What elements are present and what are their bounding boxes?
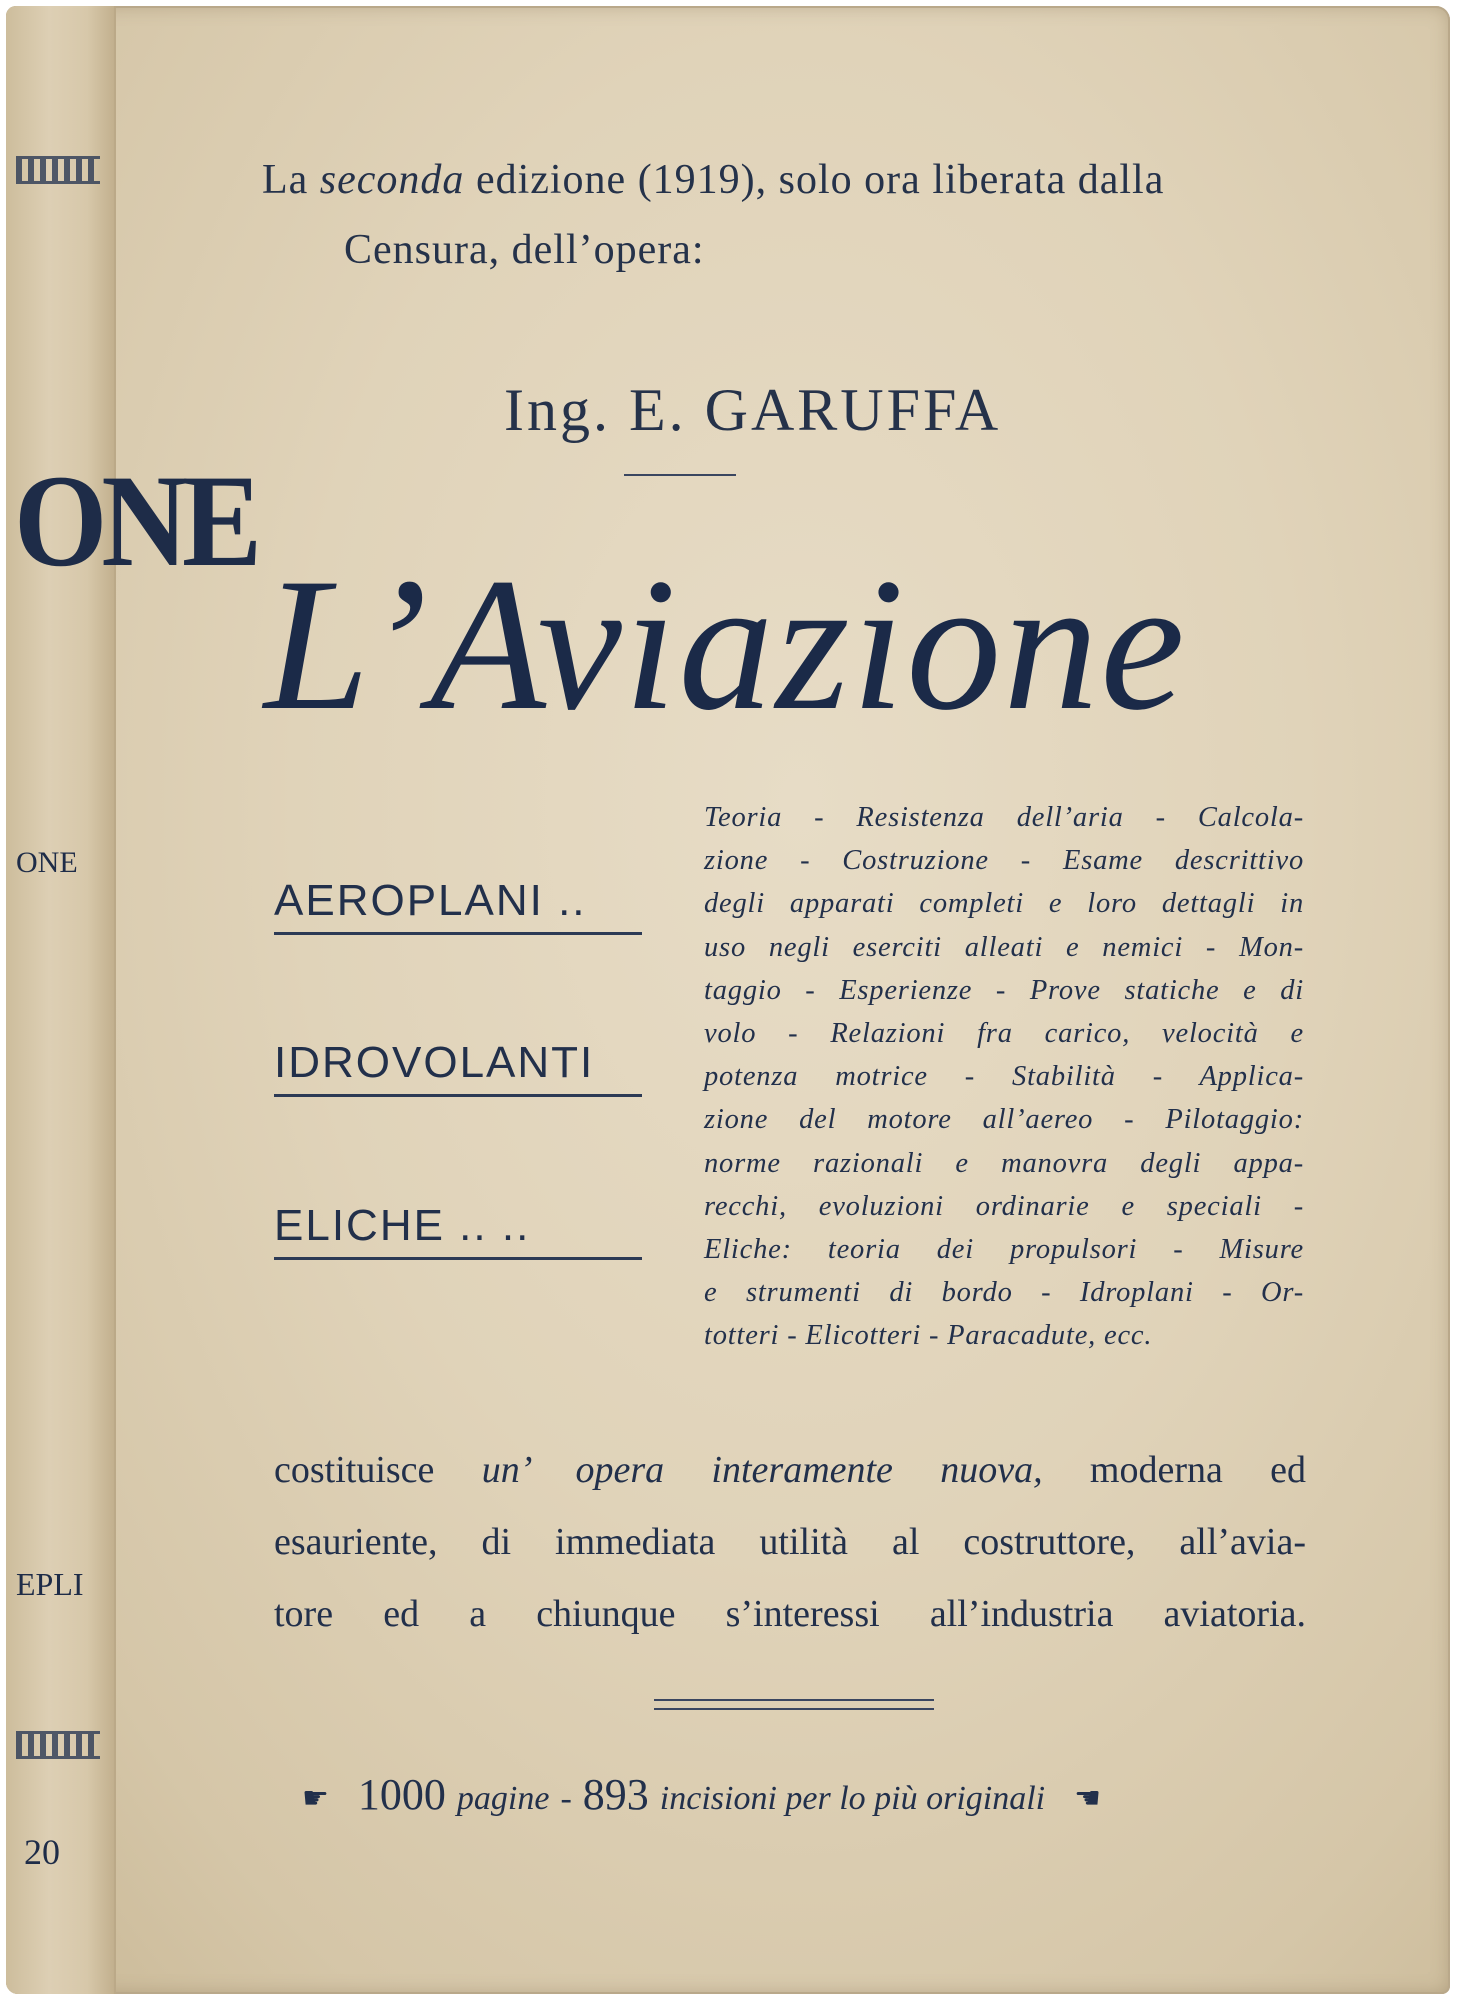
pages-word: pagine (456, 1780, 550, 1817)
spine-publisher: EPLI (16, 1566, 84, 1602)
para-italic: un’ opera interamente nuova, (481, 1449, 1043, 1491)
double-rule-divider (654, 1699, 934, 1710)
spine-number: 20 (24, 1832, 60, 1872)
paragraph-line-1 (274, 1434, 1306, 1506)
description-line: uso negli eserciti alleati e nemici - Mon- (704, 931, 1304, 963)
book-cover (6, 6, 1450, 1994)
footer-line (284, 1769, 1119, 1820)
book-spine (6, 6, 257, 1994)
description-line: Teoria - Resistenza dell’aria - Calcola- (704, 802, 1304, 833)
description-line: Eliche: teoria dei propulsori - Misure (704, 1234, 1304, 1266)
summary-paragraph (274, 1434, 1306, 1650)
intro-line-2: Censura, dell’opera: (344, 227, 705, 273)
description-line: recchi, evoluzioni ordinarie e speciali - (704, 1190, 1304, 1222)
contents-description (704, 796, 1304, 1358)
spine-title: ONE (14, 447, 257, 594)
page-count: 1000 (357, 1770, 446, 1819)
illustration-count: 893 (582, 1770, 649, 1819)
intro-line-1 (262, 156, 1164, 204)
intro-text: La (262, 157, 309, 203)
category-eliche: ELICHE .. .. (274, 1201, 642, 1260)
category-idrovolanti: IDROVOLANTI (274, 1038, 642, 1097)
front-cover (114, 6, 1450, 1994)
category-aeroplani: AEROPLANI .. (274, 876, 642, 935)
spine-ornament-bottom (16, 1731, 100, 1759)
author-rule (624, 474, 736, 476)
description-line: totteri - Elicotteri - Paracadute, ecc. (704, 1320, 1153, 1352)
footer-dash: - (560, 1780, 572, 1817)
spine-ornament-top (16, 156, 100, 184)
illustrations-text: incisioni per lo più originali (659, 1780, 1046, 1817)
author-name: Ing. E. GARUFFA (504, 377, 1002, 443)
para-text: costituisce (274, 1449, 435, 1491)
description-line: taggio - Esperienze - Prove statiche e di (704, 974, 1304, 1006)
description-line: norme razionali e manovra degli appa- (704, 1147, 1304, 1179)
description-line: zione - Costruzione - Esame descrittivo (704, 845, 1304, 877)
spine-subtitle: ONE (16, 846, 78, 879)
pointing-hand-right-icon: ☛ (302, 1782, 329, 1816)
description-line: degli apparati completi e loro dettagli in (704, 888, 1304, 920)
intro-italic: seconda (319, 157, 465, 203)
pointing-hand-left-icon: ☚ (1074, 1782, 1102, 1816)
description-line: volo - Relazioni fra carico, velocità e (704, 1018, 1304, 1050)
description-line: e strumenti di bordo - Idroplani - Or- (704, 1277, 1304, 1309)
description-line: potenza motrice - Stabilità - Applica- (704, 1061, 1304, 1093)
book-title: L’Aviazione (264, 540, 1187, 750)
description-line: zione del motore all’aereo - Pilotaggio: (704, 1104, 1304, 1136)
intro-text-2: edizione (1919), solo ora liberata dalla (475, 157, 1165, 203)
paragraph-line-3: tore ed a chiunque s’interessi all’industria aviatoria. (274, 1593, 1306, 1635)
para-text-2: moderna ed (1089, 1449, 1307, 1491)
paragraph-line-2: esauriente, di immediata utilità al costruttore, all’avia- (274, 1521, 1306, 1563)
